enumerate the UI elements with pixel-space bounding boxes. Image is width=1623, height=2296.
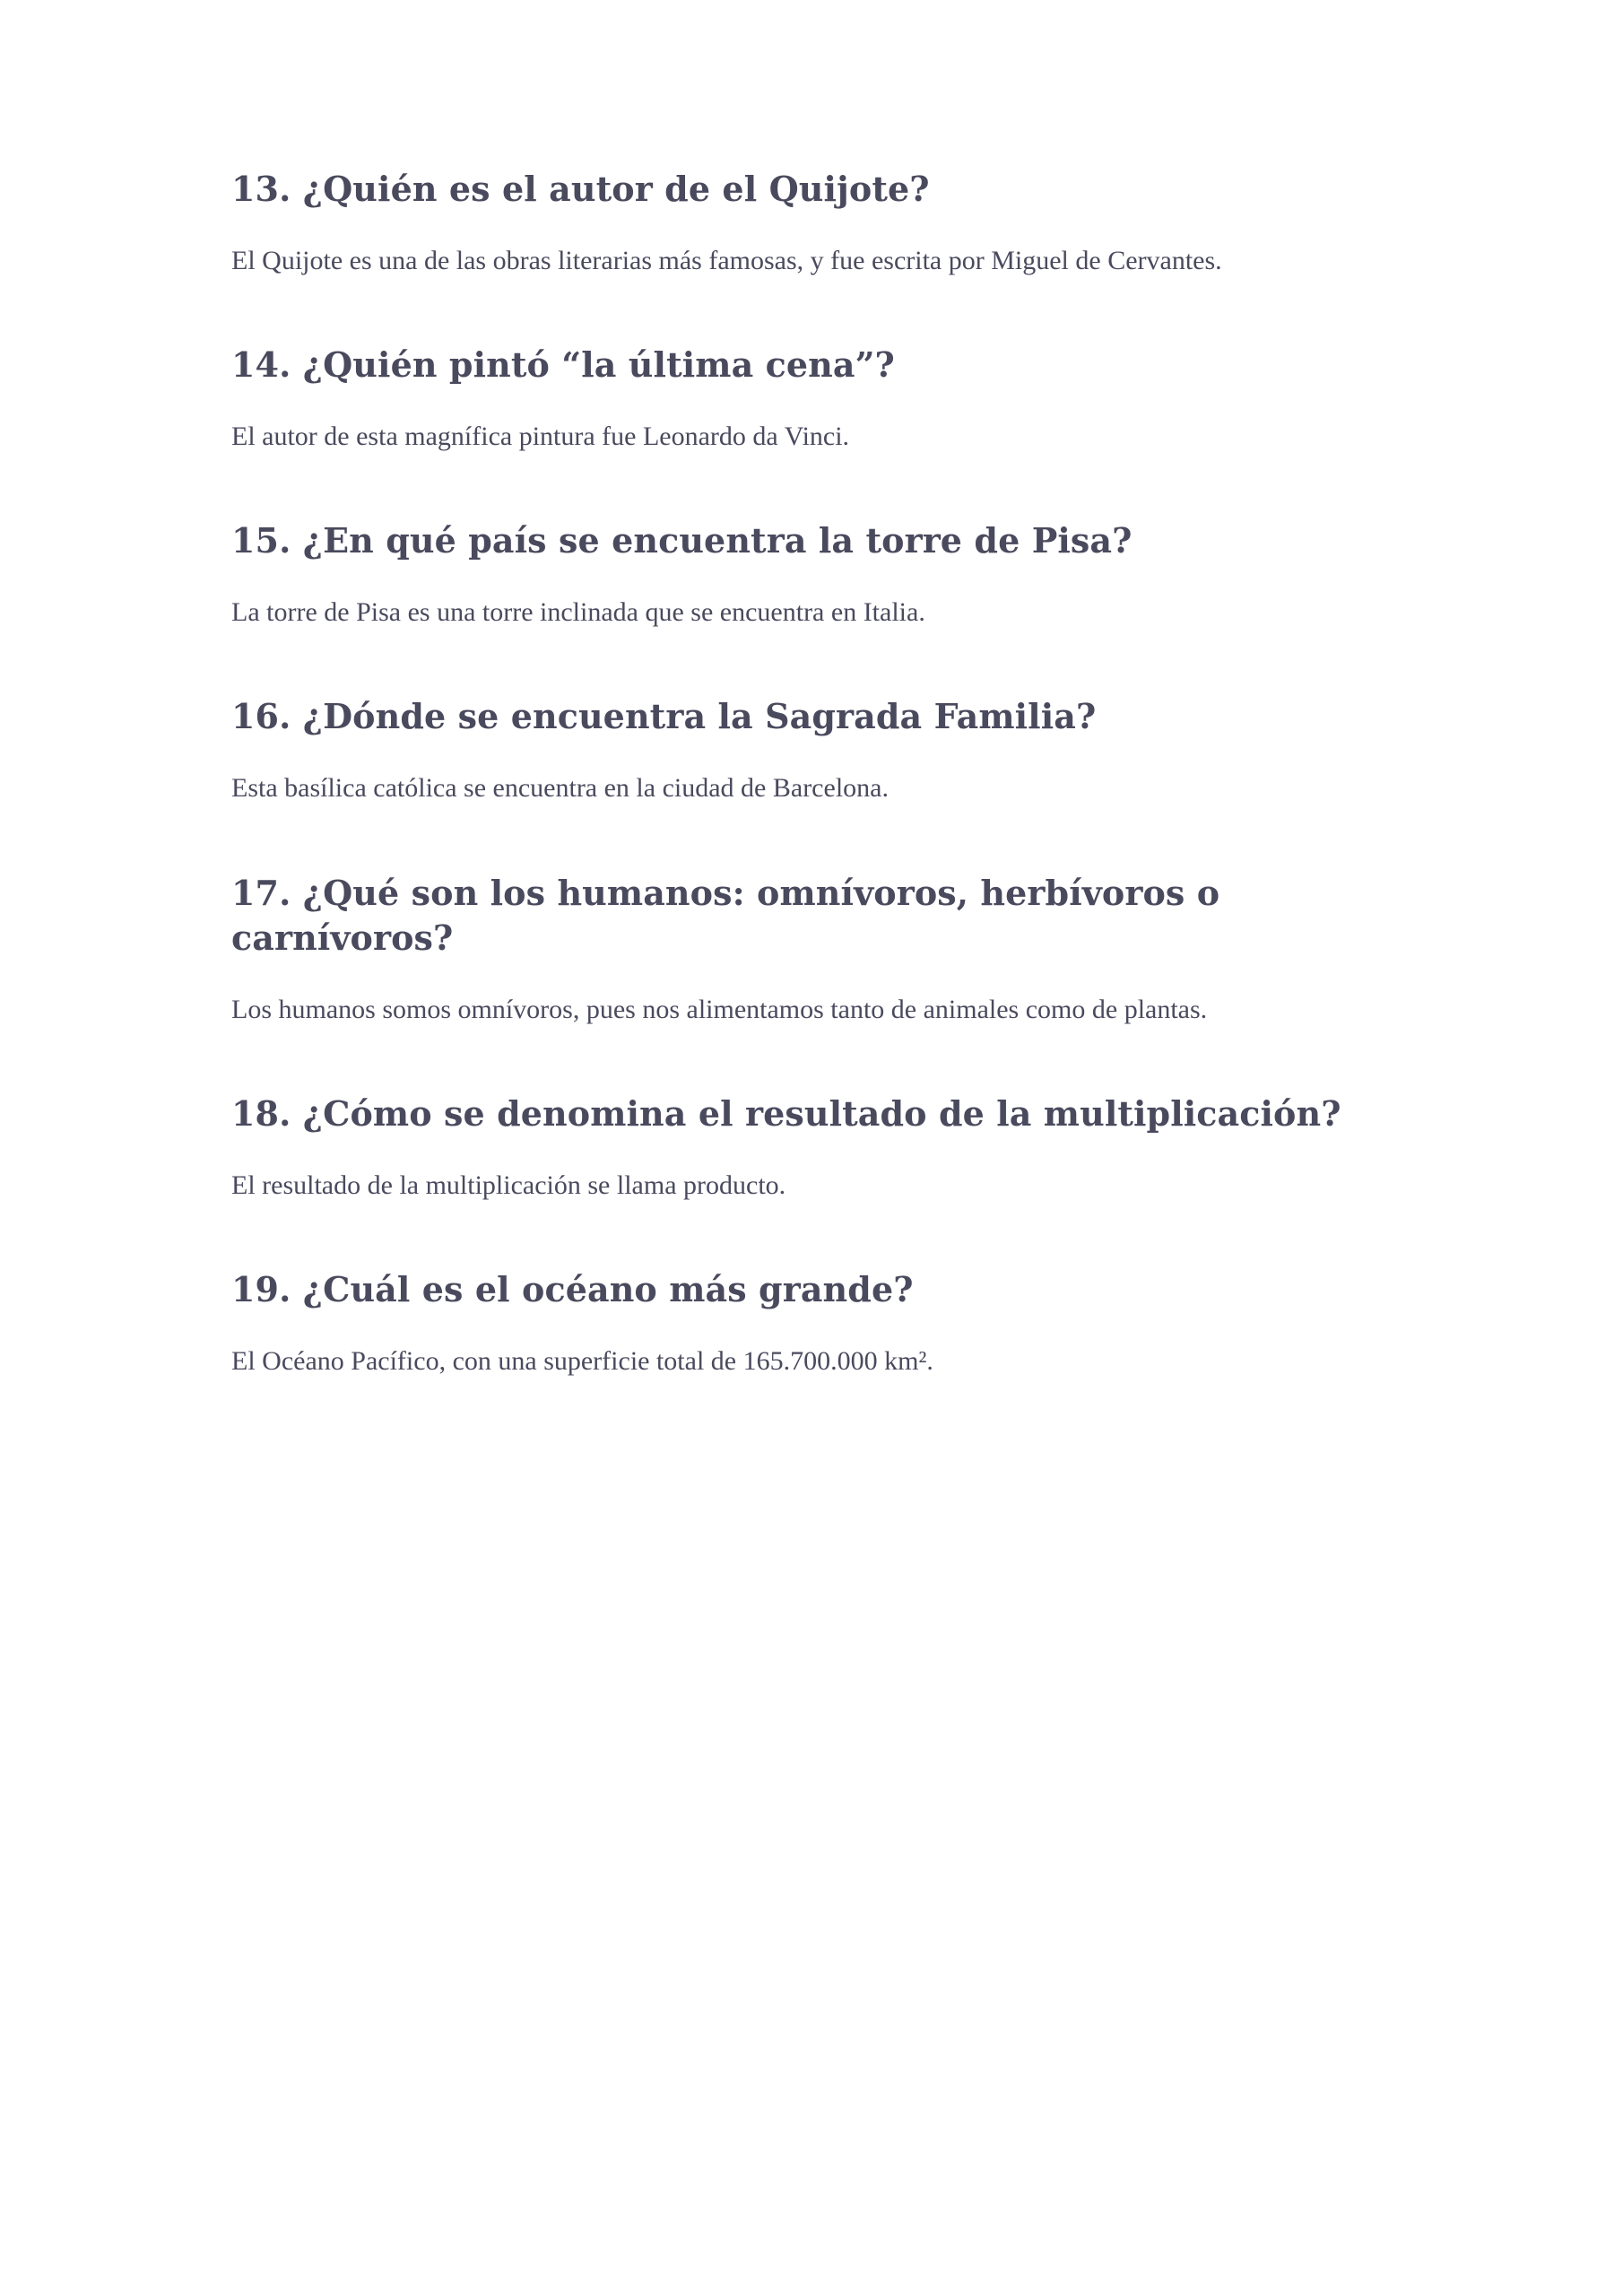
answer-paragraph: Los humanos somos omnívoros, pues nos alimentamos tanto de animales como de plantas. [231,994,1208,1024]
qa-block-19 [231,1267,1392,1384]
question-heading: 16. ¿Dónde se encuentra la Sagrada Familia? [231,696,1097,737]
question-heading: 15. ¿En qué país se encuentra la torre de Pisa? [231,520,1133,561]
qa-block-17 [231,871,1392,1033]
answer-paragraph: El Océano Pacífico, con una superficie total de 165.700.000 km². [231,1345,933,1376]
qa-block-18 [231,1091,1392,1208]
answer-paragraph: La torre de Pisa es una torre inclinada que se encuentra en Italia. [231,596,925,627]
question-heading: 17. ¿Qué son los humanos: omnívoros, herbívoros o carnívoros? [231,872,1220,959]
answer-paragraph: El Quijote es una de las obras literarias más famosas, y fue escrita por Miguel de Cervantes. [231,245,1222,275]
answer-paragraph: El autor de esta magnífica pintura fue Leonardo da Vinci. [231,421,850,451]
qa-block-14 [231,343,1392,459]
qa-block-13 [231,167,1392,283]
question-heading: 14. ¿Quién pintó “la última cena”? [231,344,895,386]
question-heading: 19. ¿Cuál es el océano más grande? [231,1269,914,1310]
qa-block-16 [231,694,1392,811]
question-heading: 18. ¿Cómo se denomina el resultado de la multiplicación? [231,1093,1341,1135]
qa-block-15 [231,518,1392,635]
question-heading: 13. ¿Quién es el autor de el Quijote? [231,169,930,209]
answer-paragraph: El resultado de la multiplicación se llama producto. [231,1170,786,1200]
answer-paragraph: Esta basílica católica se encuentra en la ciudad de Barcelona. [231,772,889,803]
